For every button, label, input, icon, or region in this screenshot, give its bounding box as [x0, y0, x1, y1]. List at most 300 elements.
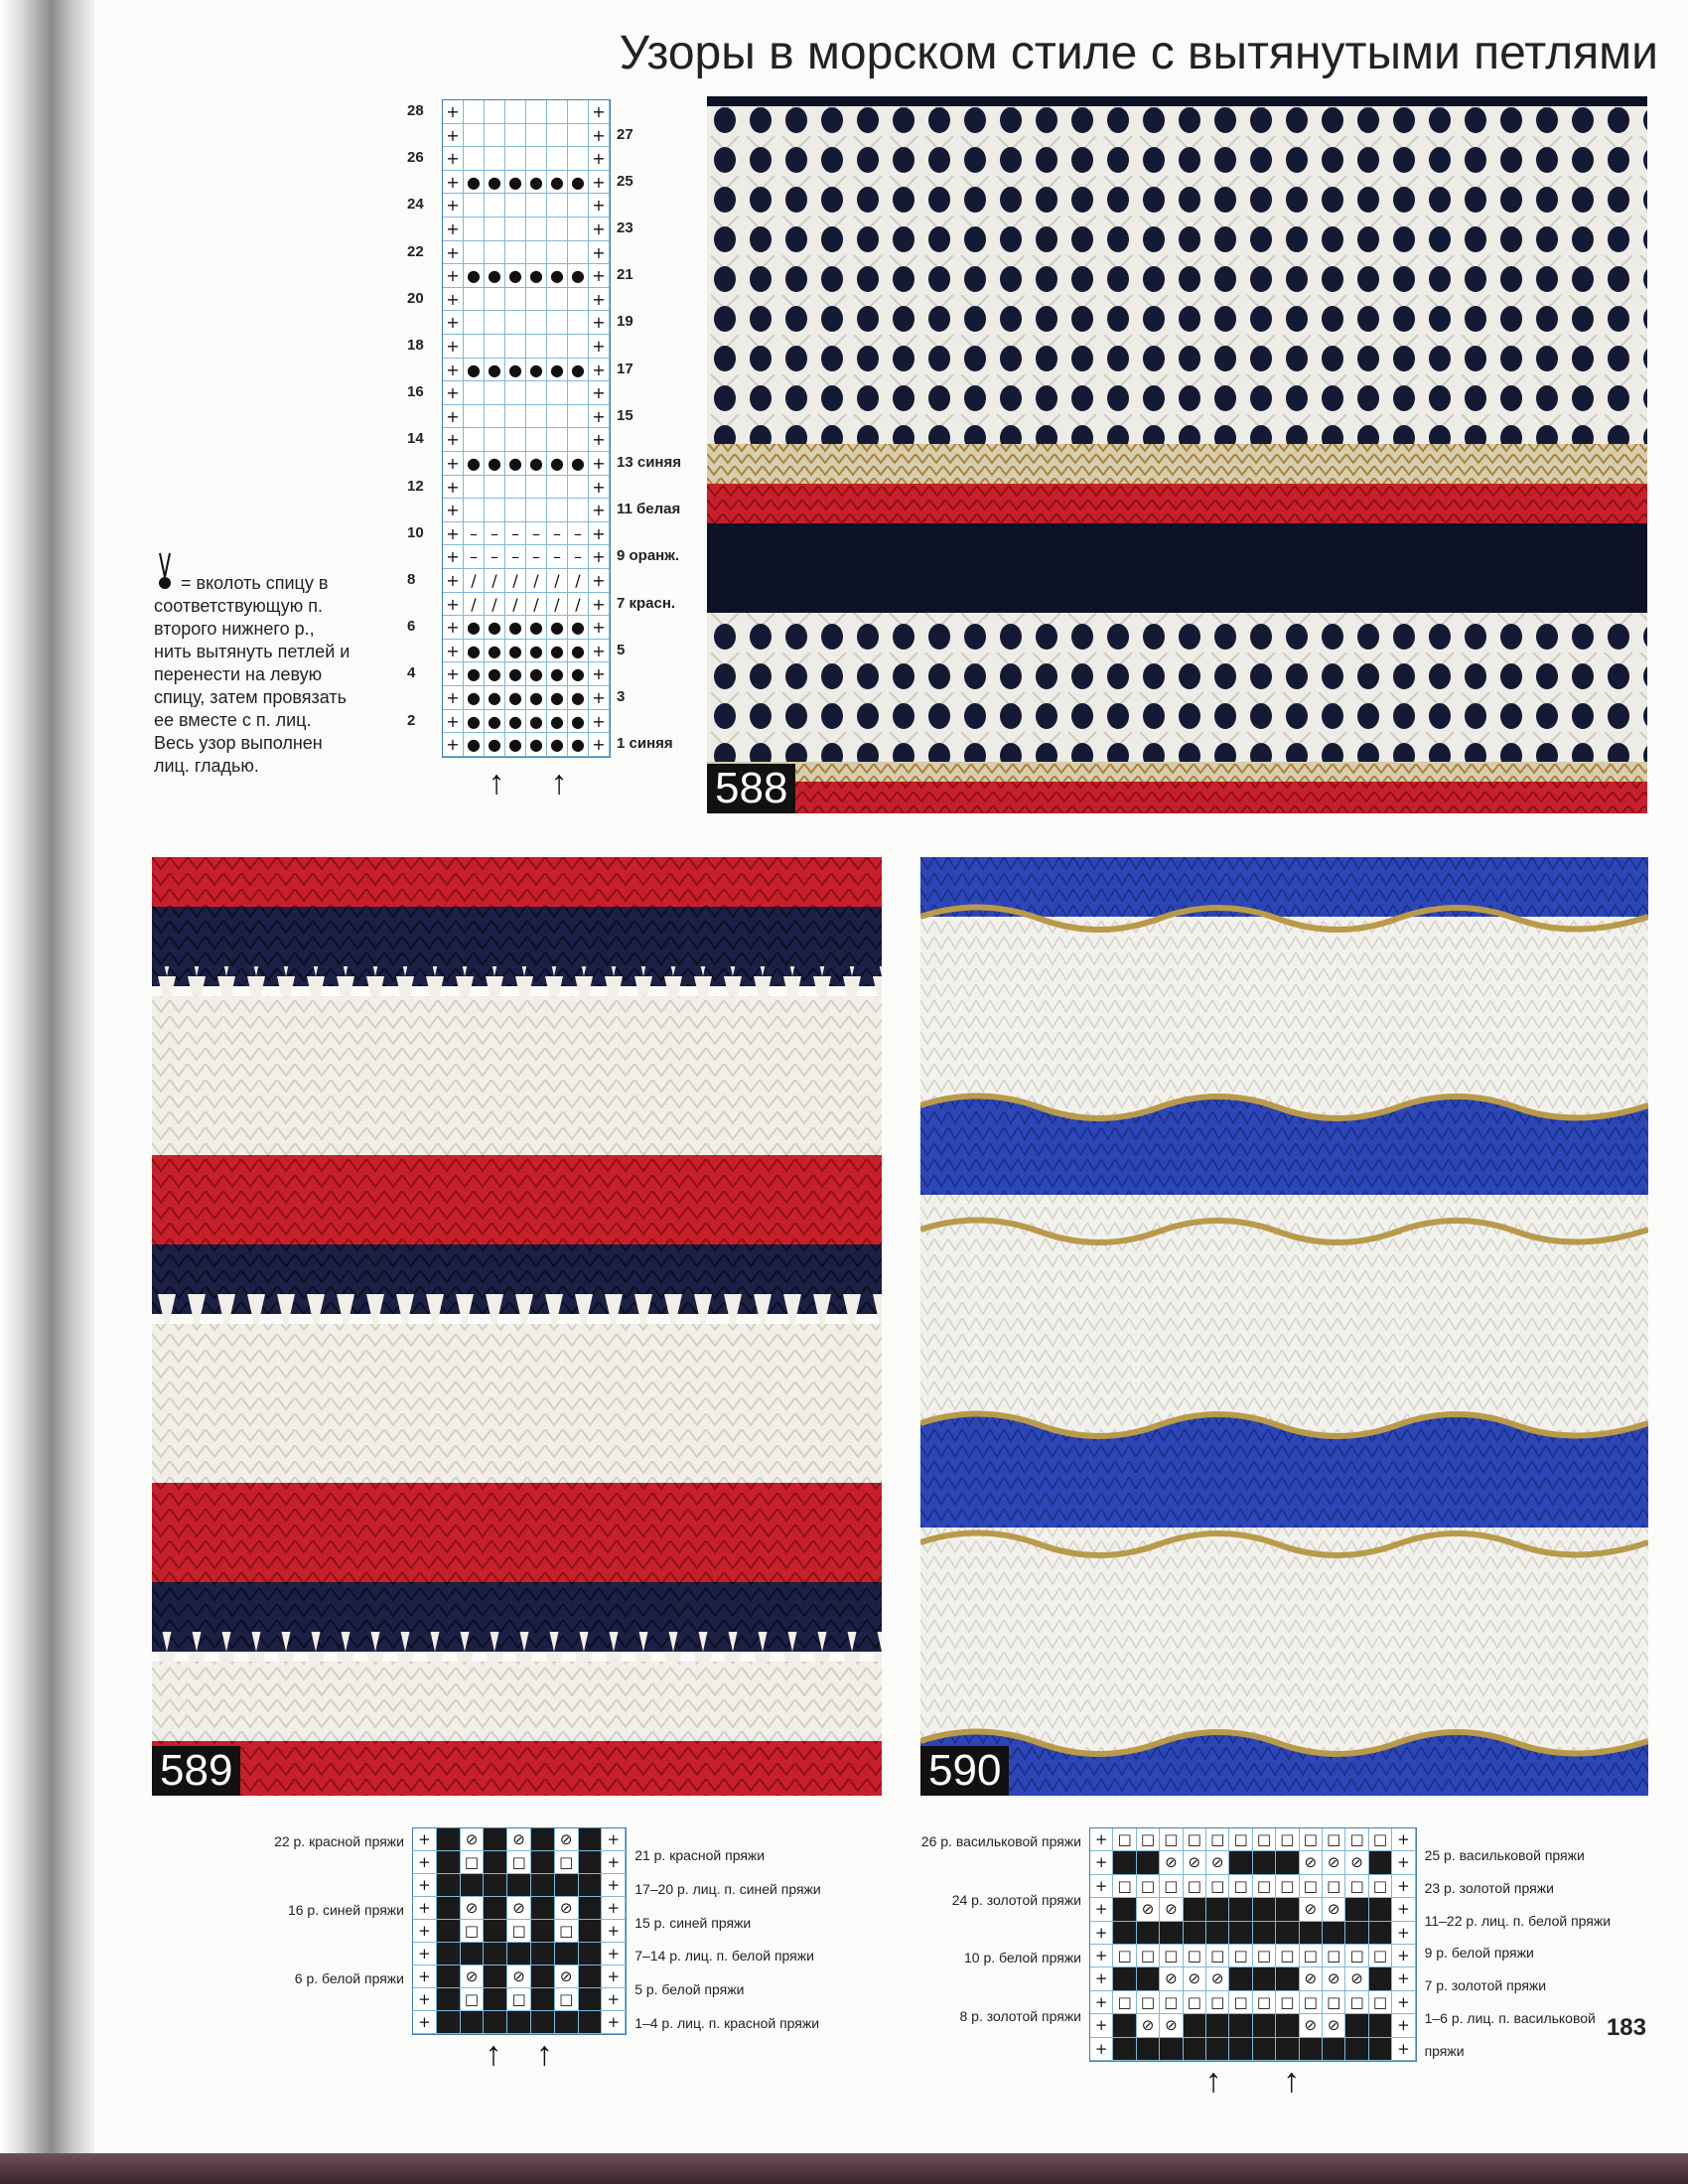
chart-cell: □	[1300, 1828, 1323, 1851]
row-label-right: 27	[617, 125, 633, 143]
chart-cell: +	[1392, 1967, 1415, 1990]
chart-cell: ⊘	[1323, 1967, 1345, 1990]
chart-cell	[568, 241, 589, 265]
chart-cell: +	[413, 1828, 437, 1851]
chart-cell	[485, 428, 505, 452]
chart-cell: ⊘	[507, 1828, 531, 1851]
chart-cell: –	[526, 522, 547, 546]
row-label-right: 25	[617, 172, 633, 190]
chart-cell: +	[1392, 1898, 1415, 1921]
chart-cell: □	[1345, 1945, 1368, 1967]
chart-cell: +	[589, 545, 610, 569]
repeat-arrow-icon: ↑	[1204, 2062, 1222, 2100]
chart-cell: ●	[526, 686, 547, 710]
chart-cell	[437, 1874, 461, 1897]
chart-cell: ●	[464, 616, 485, 640]
chart-cell: □	[1160, 1945, 1183, 1967]
chart-cell: /	[526, 569, 547, 593]
chart-cell: /	[505, 593, 526, 617]
chart-cell	[568, 335, 589, 359]
chart-cell: +	[1090, 1967, 1113, 1990]
chart-cell	[568, 100, 589, 124]
chart-cell: ●	[568, 452, 589, 476]
chart-cell	[484, 1943, 507, 1966]
chart-cell	[1113, 1898, 1136, 1921]
page-number: 183	[1606, 2014, 1646, 2041]
chart-cell: ●	[505, 710, 526, 734]
chart-590-left-label: 24 р. золотой пряжи	[951, 1891, 1081, 1908]
chart-cell	[1253, 1967, 1276, 1990]
chart-cell	[526, 288, 547, 312]
chart-cell: □	[555, 1988, 579, 2011]
chart-cell	[1300, 1922, 1323, 1945]
chart-cell: ⊘	[1300, 2014, 1323, 2037]
chart-cell	[485, 405, 505, 429]
chart-cell	[464, 428, 485, 452]
row-label-right: 23	[617, 219, 633, 236]
chart-cell: ●	[464, 171, 485, 195]
chart-cell: ●	[547, 686, 568, 710]
row-label-left: 2	[407, 711, 416, 729]
row-label-left: 8	[407, 571, 416, 588]
chart-cell: +	[602, 1874, 626, 1897]
chart-589-right-label: 21 р. красной пряжи	[634, 1847, 766, 1863]
repeat-arrow-icon: ↑	[1283, 2062, 1301, 2100]
chart-cell: +	[443, 593, 464, 617]
chart-cell: ●	[568, 733, 589, 757]
chart-cell: □	[1184, 1875, 1206, 1898]
chart-cell: ●	[526, 710, 547, 734]
chart-cell: +	[1090, 2014, 1113, 2037]
chart-cell	[507, 2011, 531, 2034]
chart-cell: +	[443, 335, 464, 359]
chart-cell: □	[1137, 1991, 1160, 2014]
row-label-left: 14	[407, 430, 424, 448]
chart-cell: +	[1392, 2014, 1415, 2037]
chart-cell: +	[443, 381, 464, 405]
row-label-right: 5	[617, 641, 626, 658]
chart-cell	[485, 241, 505, 265]
chart-cell	[1253, 1898, 1276, 1921]
chart-cell: /	[464, 593, 485, 617]
chart-cell	[461, 1943, 485, 1966]
chart-cell	[526, 335, 547, 359]
chart-cell: ●	[547, 710, 568, 734]
chart-cell	[1184, 1898, 1206, 1921]
row-label-left: 20	[407, 289, 424, 307]
chart-cell: ●	[526, 171, 547, 195]
chart-cell: □	[1113, 1828, 1136, 1851]
chart-cell	[1206, 1898, 1229, 1921]
chart-cell: +	[602, 1851, 626, 1874]
chart-cell	[526, 218, 547, 241]
chart-cell: □	[1229, 1991, 1252, 2014]
chart-cell: ●	[547, 640, 568, 663]
chart-cell: +	[589, 405, 610, 429]
chart-cell	[526, 476, 547, 500]
chart-590-right-label: 25 р. васильковой пряжи	[1424, 1847, 1585, 1863]
chart-cell	[464, 476, 485, 500]
chart-cell: ●	[526, 733, 547, 757]
chart-cell: ⊘	[555, 1897, 579, 1920]
chart-cell: +	[602, 1988, 626, 2011]
chart-cell	[547, 335, 568, 359]
chart-cell: □	[1137, 1945, 1160, 1967]
chart-cell: +	[589, 733, 610, 757]
chart-cell	[1276, 1922, 1299, 1945]
chart-cell	[547, 218, 568, 241]
chart-cell: /	[485, 593, 505, 617]
row-label-left: 26	[407, 149, 424, 167]
chart-cell: +	[443, 522, 464, 546]
knit-swatch-590	[920, 857, 1648, 1796]
chart-cell: ⊘	[1160, 1898, 1183, 1921]
row-label-right: 11 белая	[617, 501, 681, 518]
chart-cell: +	[443, 428, 464, 452]
chart-cell	[464, 218, 485, 241]
chart-589-right-label: 17–20 р. лиц. п. синей пряжи	[634, 1880, 821, 1897]
chart-cell	[464, 499, 485, 522]
chart-cell: □	[1253, 1991, 1276, 2014]
chart-cell	[547, 241, 568, 265]
pattern-number-588: 588	[707, 764, 795, 813]
legend-line	[154, 551, 402, 595]
chart-cell	[507, 1874, 531, 1897]
chart-cell	[461, 1874, 485, 1897]
repeat-arrow-icon: ↑	[535, 2035, 553, 2073]
chart-cell: ●	[526, 264, 547, 288]
chart-cell	[568, 194, 589, 218]
chart-cell	[579, 1828, 603, 1851]
chart-cell: +	[1090, 1828, 1113, 1851]
chart-cell: □	[555, 1851, 579, 1874]
chart-cell	[1206, 1922, 1229, 1945]
chart-cell	[484, 1874, 507, 1897]
chart-cell	[579, 2011, 603, 2034]
chart-cell: +	[589, 171, 610, 195]
chart-589-right-label: 5 р. белой пряжи	[634, 1981, 745, 1998]
chart-cell: ⊘	[1160, 1967, 1183, 1990]
chart-cell: □	[1300, 1945, 1323, 1967]
legend	[154, 551, 402, 778]
chart-cell: +	[1090, 1991, 1113, 2014]
chart-cell	[547, 194, 568, 218]
chart-cell: +	[602, 1828, 626, 1851]
row-label-right: 17	[617, 360, 633, 377]
photo-588	[707, 96, 1647, 813]
chart-cell	[464, 381, 485, 405]
chart-cell: ●	[547, 452, 568, 476]
chart-cell	[437, 1943, 461, 1966]
bottom-edge-band	[0, 2153, 1688, 2184]
chart-cell	[1229, 1851, 1252, 1874]
chart-cell: ●	[568, 710, 589, 734]
chart-cell	[505, 335, 526, 359]
chart-cell: /	[485, 569, 505, 593]
chart-cell: –	[547, 545, 568, 569]
chart-cell: ●	[505, 264, 526, 288]
legend-line-1: = вколоть спицу в	[181, 573, 329, 593]
pulled-loop-symbol-icon	[154, 551, 176, 595]
photo-590	[920, 857, 1648, 1796]
chart-588	[397, 99, 695, 814]
chart-cell	[531, 1874, 555, 1897]
chart-cell	[505, 194, 526, 218]
chart-cell	[464, 100, 485, 124]
chart-cell: ⊘	[1323, 1898, 1345, 1921]
chart-cell	[1276, 2014, 1299, 2037]
chart-cell: +	[413, 1920, 437, 1943]
chart-cell: ●	[526, 359, 547, 382]
chart-cell: +	[602, 1920, 626, 1943]
chart-cell	[485, 311, 505, 335]
chart-cell	[485, 124, 505, 148]
chart-cell	[505, 288, 526, 312]
chart-cell	[464, 335, 485, 359]
chart-cell	[1137, 1851, 1160, 1874]
knit-swatch-588	[707, 96, 1647, 813]
chart-cell: ●	[505, 171, 526, 195]
chart-cell: ●	[485, 264, 505, 288]
chart-cell: ●	[464, 686, 485, 710]
chart-cell: ⊘	[1160, 1851, 1183, 1874]
book-spine-shadow	[0, 0, 94, 2184]
chart-cell: +	[589, 241, 610, 265]
chart-cell: +	[443, 616, 464, 640]
chart-cell: +	[602, 1943, 626, 1966]
chart-cell: □	[1300, 1991, 1323, 2014]
chart-cell: /	[547, 593, 568, 617]
chart-cell: □	[1323, 1991, 1345, 2014]
chart-cell: □	[461, 1920, 485, 1943]
chart-cell: +	[1090, 1922, 1113, 1945]
chart-cell: □	[1229, 1875, 1252, 1898]
chart-cell	[1345, 2038, 1368, 2061]
chart-cell	[1160, 1922, 1183, 1945]
chart-cell	[1253, 2038, 1276, 2061]
chart-cell	[531, 1966, 555, 1988]
chart-cell: □	[1276, 1945, 1299, 1967]
chart-cell	[505, 381, 526, 405]
chart-cell	[579, 1988, 603, 2011]
chart-cell: +	[589, 335, 610, 359]
chart-cell	[484, 1897, 507, 1920]
chart-cell: +	[602, 1897, 626, 1920]
chart-cell: ⊘	[507, 1897, 531, 1920]
chart-cell: ●	[464, 264, 485, 288]
chart-cell	[568, 428, 589, 452]
chart-cell: ⊘	[1184, 1851, 1206, 1874]
chart-589-right-label: 15 р. синей пряжи	[634, 1914, 752, 1931]
chart-cell	[485, 288, 505, 312]
chart-cell: ●	[505, 662, 526, 686]
chart-cell: □	[1345, 1875, 1368, 1898]
chart-cell	[507, 1943, 531, 1966]
repeat-arrow-icon: ↑	[550, 763, 568, 801]
chart-cell: □	[1206, 1875, 1229, 1898]
chart-cell: +	[1392, 1922, 1415, 1945]
chart-590-right-label: 11–22 р. лиц. п. белой пряжи	[1424, 1912, 1612, 1929]
chart-cell: +	[443, 171, 464, 195]
chart-cell	[485, 381, 505, 405]
chart-590-right-label: 9 р. белой пряжи	[1424, 1945, 1534, 1962]
chart-cell	[505, 218, 526, 241]
chart-cell: □	[1184, 1991, 1206, 2014]
chart-cell	[1276, 1851, 1299, 1874]
chart-cell	[568, 476, 589, 500]
row-label-right: 15	[617, 406, 633, 424]
legend-line: Весь узор выполнен	[154, 733, 323, 753]
chart-cell	[485, 147, 505, 171]
chart-cell: ●	[505, 686, 526, 710]
chart-cell: +	[413, 1966, 437, 1988]
chart-cell	[505, 499, 526, 522]
chart-cell: ●	[464, 640, 485, 663]
chart-cell	[1229, 1967, 1252, 1990]
chart-cell: +	[443, 311, 464, 335]
chart-cell	[485, 499, 505, 522]
chart-cell: +	[589, 686, 610, 710]
legend-line: перенести на левую	[154, 664, 323, 684]
chart-cell	[505, 100, 526, 124]
chart-cell	[531, 1943, 555, 1966]
chart-cell: □	[1253, 1875, 1276, 1898]
chart-cell: ●	[547, 662, 568, 686]
chart-cell: □	[1276, 1991, 1299, 2014]
chart-cell	[526, 147, 547, 171]
chart-cell: □	[1369, 1945, 1392, 1967]
chart-cell	[1137, 1967, 1160, 1990]
chart-cell	[1345, 2014, 1368, 2037]
chart-cell: ●	[547, 616, 568, 640]
chart-cell: +	[589, 381, 610, 405]
chart-cell: □	[1253, 1828, 1276, 1851]
chart-cell	[1113, 2014, 1136, 2037]
chart-590-left-label: 8 р. золотой пряжи	[959, 2007, 1081, 2024]
chart-cell: □	[1137, 1875, 1160, 1898]
chart-cell	[1253, 1922, 1276, 1945]
chart-cell: ●	[568, 686, 589, 710]
chart-cell: +	[443, 147, 464, 171]
chart-cell	[464, 124, 485, 148]
chart-590-left-label: 10 р. белой пряжи	[963, 1950, 1081, 1966]
chart-cell: □	[1160, 1991, 1183, 2014]
chart-cell	[1369, 1922, 1392, 1945]
chart-cell	[547, 428, 568, 452]
chart-cell: □	[1229, 1945, 1252, 1967]
chart-cell	[547, 147, 568, 171]
chart-cell: ⊘	[555, 1966, 579, 1988]
chart-cell: +	[589, 522, 610, 546]
chart-cell	[568, 218, 589, 241]
chart-cell	[568, 499, 589, 522]
chart-cell	[555, 1943, 579, 1966]
chart-cell	[1113, 1851, 1136, 1874]
chart-cell	[526, 124, 547, 148]
chart-cell: +	[589, 452, 610, 476]
chart-cell: □	[1323, 1828, 1345, 1851]
chart-cell	[1229, 2038, 1252, 2061]
chart-cell: +	[413, 1851, 437, 1874]
chart-cell: ⊘	[461, 1897, 485, 1920]
chart-cell: ●	[485, 616, 505, 640]
chart-cell	[1253, 2014, 1276, 2037]
chart-cell: □	[1137, 1828, 1160, 1851]
chart-cell	[437, 1966, 461, 1988]
chart-cell: +	[589, 124, 610, 148]
chart-cell: –	[485, 545, 505, 569]
chart-cell	[505, 405, 526, 429]
chart-cell	[505, 476, 526, 500]
chart-cell: □	[1206, 1828, 1229, 1851]
chart-cell: □	[1323, 1945, 1345, 1967]
chart-cell: ●	[568, 171, 589, 195]
chart-cell	[437, 2011, 461, 2034]
chart-cell: ●	[485, 733, 505, 757]
chart-cell	[531, 1828, 555, 1851]
chart-cell: ●	[547, 264, 568, 288]
chart-589	[238, 1827, 874, 2106]
chart-cell	[547, 405, 568, 429]
chart-cell	[1369, 2014, 1392, 2037]
chart-cell: +	[443, 124, 464, 148]
chart-cell	[1369, 1967, 1392, 1990]
chart-cell	[1113, 2038, 1136, 2061]
chart-cell	[485, 335, 505, 359]
chart-cell	[531, 1897, 555, 1920]
chart-cell	[484, 1851, 507, 1874]
chart-cell	[526, 405, 547, 429]
chart-cell: □	[1113, 1991, 1136, 2014]
chart-cell: ●	[505, 359, 526, 382]
chart-cell: ⊘	[1160, 2014, 1183, 2037]
chart-cell	[568, 381, 589, 405]
chart-cell	[1137, 2038, 1160, 2061]
chart-cell	[531, 1851, 555, 1874]
chart-cell: +	[589, 288, 610, 312]
chart-cell: +	[589, 593, 610, 617]
chart-589-right-label: 7–14 р. лиц. п. белой пряжи	[634, 1948, 814, 1965]
chart-cell: –	[526, 545, 547, 569]
row-label-left: 12	[407, 477, 424, 495]
chart-cell	[526, 381, 547, 405]
chart-cell: +	[1392, 1991, 1415, 2014]
chart-cell: ●	[568, 264, 589, 288]
chart-cell: ●	[464, 359, 485, 382]
chart-cell	[568, 147, 589, 171]
chart-cell: +	[443, 194, 464, 218]
chart-cell: ⊘	[1184, 1967, 1206, 1990]
chart-cell: ⊘	[1300, 1967, 1323, 1990]
chart-cell: □	[507, 1920, 531, 1943]
chart-cell: ●	[505, 733, 526, 757]
chart-cell	[505, 428, 526, 452]
chart-cell	[437, 1851, 461, 1874]
chart-cell	[579, 1897, 603, 1920]
chart-cell	[485, 194, 505, 218]
chart-cell: +	[443, 241, 464, 265]
chart-cell: ●	[464, 452, 485, 476]
chart-cell: □	[1160, 1875, 1183, 1898]
chart-cell: □	[1276, 1828, 1299, 1851]
chart-cell: –	[547, 522, 568, 546]
chart-590-right-label: 23 р. золотой пряжи	[1424, 1879, 1554, 1896]
chart-cell: □	[1300, 1875, 1323, 1898]
chart-cell: +	[1392, 1875, 1415, 1898]
chart-cell: +	[443, 288, 464, 312]
chart-cell: +	[443, 264, 464, 288]
chart-cell	[547, 476, 568, 500]
